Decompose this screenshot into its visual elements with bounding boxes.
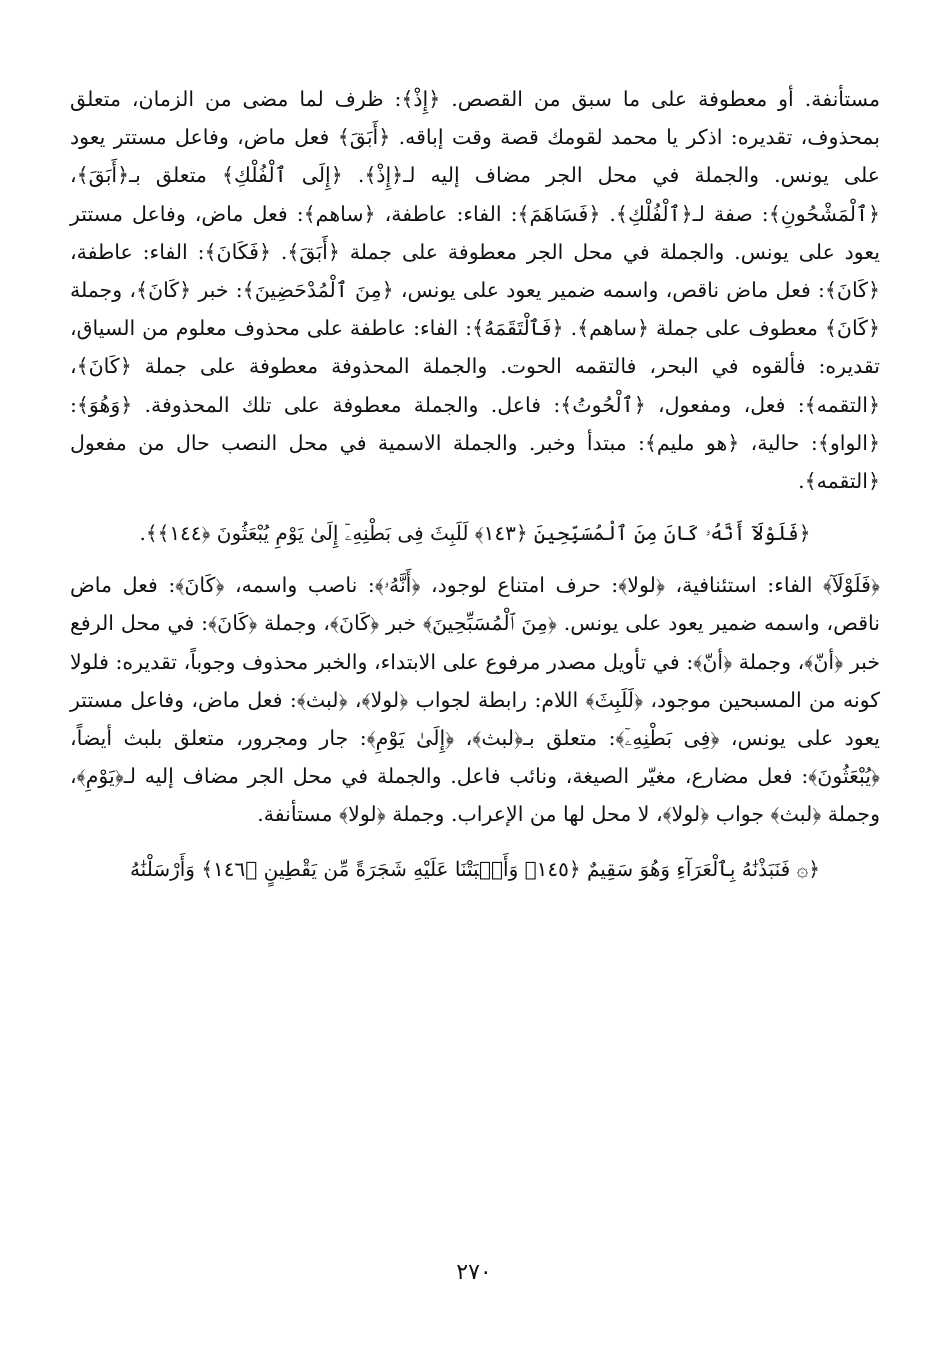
paragraph-2: ﴿فَلَوْلَآ﴾ الفاء: استئنافية، ﴿لولا﴾: حرف امتناع لوجود، ﴿أَنَّهُۥ﴾: ناصب واسمه، ﴿كَانَ﴾: فعل ماض ناقص، واسمه ضمير يعود على يونس. ﴿مِنَ ٱلْمُسَبِّحِينَ﴾ خبر ﴿كَانَ﴾، وجملة ﴿كَانَ﴾: في محل الرفع خبر ﴿أنّ﴾، وجملة ﴿أنّ﴾: في تأويل مصدر مرفوع على الابتداء، والخبر محذوف وجوباً، تقديره: فلولا كونه من المسبحين موجود، ﴿لَلَبِثَ﴾ اللام: رابطة لجواب ﴿لولا﴾، ﴿لبث﴾: فعل ماض، وفاعل مستتر يعود على يونس، ﴿فِى بَطْنِهِۦٓ﴾: متعلق بـ﴿لبث﴾، ﴿إِلَىٰ يَوْمِ﴾: جار ومجرور، متعلق بلبث أيضاً، ﴿يُبْعَثُونَ﴾: فعل مضارع، مغيّر الصيغة، ونائب فاعل. والجملة في محل الجر مضاف إليه لـ﴿يَوْمِ﴾، وجملة ﴿لبث﴾ جواب ﴿لولا﴾، لا محل لها من الإعراب. وجملة ﴿لولا﴾ مستأنفة. [70,573,880,827]
page-body [70,80,880,888]
paragraph-1: مستأنفة. أو معطوفة على ما سبق من القصص. ﴿إِذْ﴾: ظرف لما مضى من الزمان، متعلق بمحذوف، تقديره: اذكر يا محمد لقومك قصة وقت إباقه. ﴿أَبَقَ﴾ فعل ماض، وفاعل مستتر يعود على يونس. والجملة في محل الجر مضاف إليه لـ﴿إِذْ﴾. ﴿إِلَى ٱلْفُلْكِ﴾ متعلق بـ﴿أَبَقَ﴾، ﴿ٱلْمَشْحُونِ﴾: صفة لـ﴿ٱلْفُلْكِ﴾. ﴿فَسَاهَمَ﴾: الفاء: عاطفة، ﴿ساهم﴾: فعل ماض، وفاعل مستتر يعود على يونس. والجملة في محل الجر معطوفة على جملة ﴿أَبَقَ﴾. ﴿فَكَانَ﴾: الفاء: عاطفة، ﴿كَانَ﴾: فعل ماض ناقص، واسمه ضمير يعود على يونس، ﴿مِنَ ٱلْمُدْحَضِينَ﴾: خبر ﴿كَانَ﴾، وجملة ﴿كَانَ﴾ معطوف على جملة ﴿ساهم﴾. ﴿فَٱلْتَقَمَهُ﴾: الفاء: عاطفة على محذوف معلوم من السياق، تقديره: فألقوه في البحر، فالتقمه الحوت. والجملة المحذوفة معطوفة على جملة ﴿كَانَ﴾، ﴿التقمه﴾: فعل، ومفعول، ﴿ٱلْحُوتُ﴾: فاعل. والجملة معطوفة على تلك المحذوفة. ﴿وَهُوَ﴾: ﴿الواو﴾: حالية، ﴿هو مليم﴾: مبتدأ وخبر. والجملة الاسمية في محل النصب حال من مفعول ﴿التقمه﴾. [70,87,880,494]
page-number: ٢٧٠ [456,1260,492,1285]
quran-verse-145-146: ﴿۞ فَنَبَذْنَٰهُ بِٱلْعَرَآءِ وَهُوَ سَقِيمٌ ﴿١٤٥﴾ وَأَنۢبَتْنَا عَلَيْهِ شَجَرَةً مِّن يَقْطِينٍ ﴿١٤٦﴾ وَأَرْسَلْنَٰهُ [129,856,821,881]
quran-verse-143-144: ﴿فَلَوْلَآ أَنَّهُۥ كَانَ مِنَ ٱلْمُسَبِّحِينَ ﴿١٤٣﴾ لَلَبِثَ فِى بَطْنِهِۦٓ إِلَىٰ يَوْمِ يُبْعَثُونَ ﴿١٤٤﴾﴾. [139,521,811,546]
